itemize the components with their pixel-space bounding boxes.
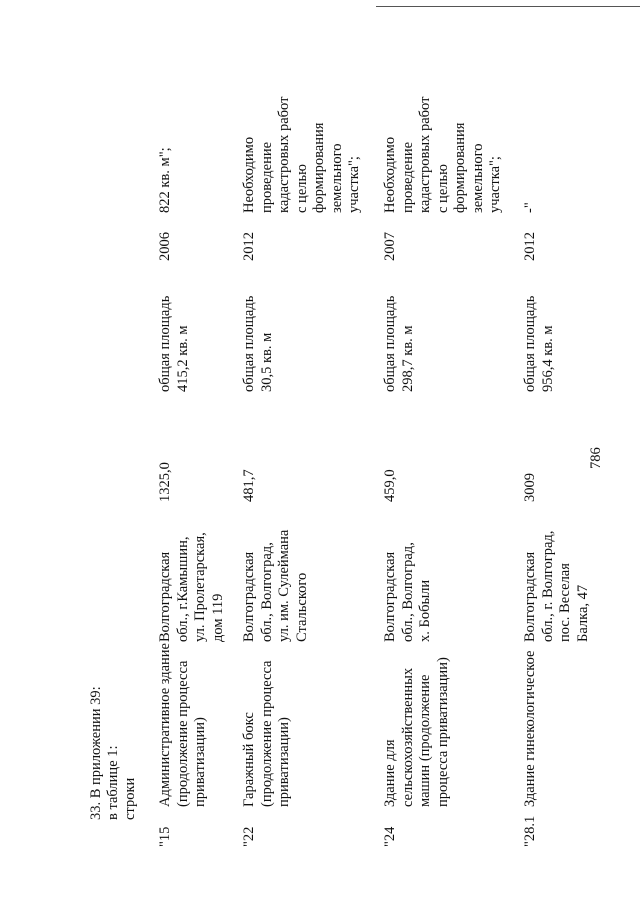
intro-line-1: 33. В приложении 39: xyxy=(88,686,104,820)
object-name-line: процесса приватизации) xyxy=(434,657,451,807)
object-area-line: 30,5 кв. м xyxy=(258,332,275,392)
object-note-line: с целью xyxy=(434,164,451,213)
object-name-line: приватизации) xyxy=(276,717,292,807)
row-number-line: "24 xyxy=(382,826,398,847)
object-note-line: Необходимо xyxy=(382,136,398,213)
object-address-line: Стальского xyxy=(293,572,310,642)
object-note-line: формирования xyxy=(452,122,468,213)
intro-line-2: в таблице 1: xyxy=(105,745,121,820)
object-area-line: общая площадь xyxy=(522,295,538,392)
object-name-line: Здание для xyxy=(382,739,398,807)
object-address-line: х. Бобыли xyxy=(417,579,433,642)
object-note-line: формирования xyxy=(311,122,327,213)
row-number-line: "15 xyxy=(157,826,173,847)
object-value-line: 481,7 xyxy=(241,469,257,502)
object-note-line: земельного xyxy=(328,143,345,213)
page-number: 786 xyxy=(588,447,604,469)
object-area-line: общая площадь xyxy=(241,295,257,392)
object-area-line: 298,7 кв. м xyxy=(399,325,416,392)
object-note-line: кадастровых работ xyxy=(276,96,292,213)
object-area-line: общая площадь xyxy=(157,295,173,392)
object-name-line: приватизации) xyxy=(192,717,208,807)
object-note-line: проведение xyxy=(258,141,275,213)
object-year-line: 2007 xyxy=(382,232,398,261)
object-address-line: Волгоградская xyxy=(382,551,398,642)
object-name-line: Здание гинекологическое xyxy=(522,650,538,807)
object-address-line: Волгоградская xyxy=(157,551,173,642)
object-value-line: 1325,0 xyxy=(157,462,173,502)
object-note-line: участка"; xyxy=(346,156,362,213)
object-value-line: 459,0 xyxy=(382,469,398,502)
object-address-line: дом 119 xyxy=(209,593,226,642)
object-address-line: обл., г.Камышин, xyxy=(174,536,191,642)
object-value-line: 3009 xyxy=(522,473,538,502)
object-address-line: Волгоградская xyxy=(522,551,538,642)
object-year-line: 2012 xyxy=(241,232,257,261)
object-note-line: Необходимо xyxy=(241,136,257,213)
object-note-line: земельного xyxy=(469,143,486,213)
object-address-line: обл., Волгоград, xyxy=(258,542,275,642)
object-area-line: 956,4 кв. м xyxy=(539,325,556,392)
object-area-line: общая площадь xyxy=(382,295,398,392)
object-name-line: Гаражный бокс xyxy=(241,712,257,807)
object-address-line: пос. Веселая xyxy=(557,563,573,642)
object-note-line: кадастровых работ xyxy=(417,96,433,213)
object-address-line: обл., Волгоград, xyxy=(399,542,416,642)
object-name-line: (продолжение процесса xyxy=(174,660,191,807)
object-name-line: машин (продолжение xyxy=(417,674,433,807)
intro-line-3: строки xyxy=(122,777,138,820)
row-number-line: "22 xyxy=(241,826,257,847)
object-note-line: с целью xyxy=(293,164,310,213)
object-note-line: 822 кв. м"; xyxy=(157,147,173,213)
object-note-line: проведение xyxy=(399,141,416,213)
object-address-line: Волгоградская xyxy=(241,551,257,642)
object-address-line: ул. им. Сулеймана xyxy=(276,529,292,642)
object-note-line: -" xyxy=(522,202,538,213)
object-address-line: обл., г. Волгоград, xyxy=(539,530,556,642)
object-area-line: 415,2 кв. м xyxy=(174,325,191,392)
object-name-line: (продолжение процесса xyxy=(258,660,275,807)
object-address-line: Балка, 47 xyxy=(574,584,591,642)
object-year-line: 2012 xyxy=(522,232,538,261)
row-number-line: "28.1 xyxy=(522,815,538,847)
object-note-line: участка"; xyxy=(487,156,503,213)
object-name-line: сельскохозяйственных xyxy=(399,667,416,807)
object-address-line: ул. Пролетарская, xyxy=(192,532,208,642)
object-name-line: Административное здание xyxy=(157,643,173,807)
object-year-line: 2006 xyxy=(157,232,173,261)
